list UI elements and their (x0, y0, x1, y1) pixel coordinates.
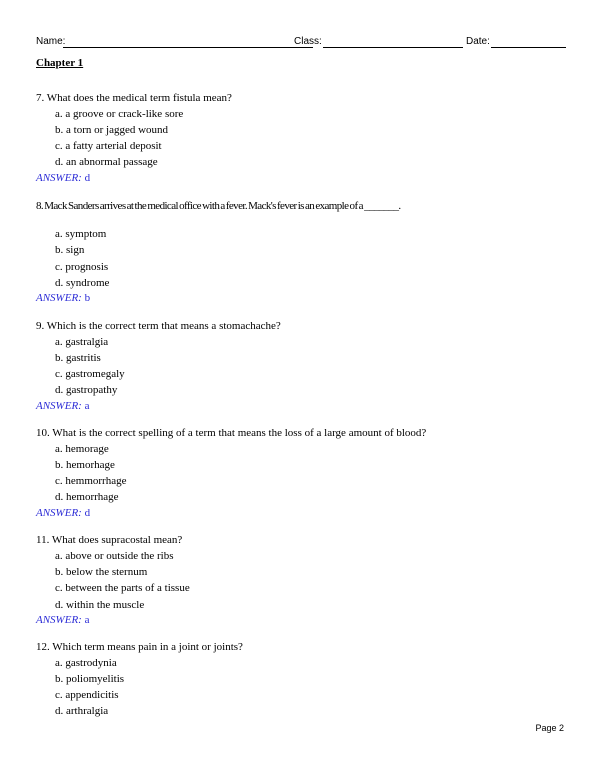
answer-label: ANSWER: (36, 400, 82, 412)
question-stem: 10. What is the correct spelling of a term that means the loss of a large amount of blood? (36, 427, 427, 439)
answer-option: a. above or outside the ribs (55, 550, 174, 562)
page-number: Page 2 (535, 723, 564, 733)
answer-option: b. poliomyelitis (55, 673, 125, 685)
answer-option: c. prognosis (55, 261, 109, 273)
question-stem: 8. Mack Sanders arrives at the medical office with a fever. Mack's fever is an example of a _______. (36, 200, 401, 212)
answer-option: b. sign (55, 244, 85, 256)
answer-option: d. within the muscle (55, 599, 145, 611)
answer-label: ANSWER: (36, 292, 82, 304)
class-label: Class: (294, 36, 322, 47)
answer-option: b. a torn or jagged wound (55, 124, 169, 136)
answer-option: d. an abnormal passage (55, 156, 158, 168)
answer-option: b. below the sternum (55, 566, 148, 578)
answer-key (36, 614, 89, 626)
answer-option: c. appendicitis (55, 689, 119, 701)
answer-option: c. a fatty arterial deposit (55, 140, 162, 152)
answer-key (36, 172, 90, 184)
answer-key (36, 400, 89, 412)
answer-option: b. gastritis (55, 352, 101, 364)
answer-option: d. syndrome (55, 277, 110, 289)
answer-label: ANSWER: (36, 172, 82, 184)
answer-value: d (84, 172, 91, 184)
answer-label: ANSWER: (36, 507, 82, 519)
answer-option: a. a groove or crack-like sore (55, 108, 184, 120)
answer-value: a (84, 614, 90, 626)
name-blank-line (63, 47, 313, 48)
answer-label: ANSWER: (36, 614, 82, 626)
answer-option: a. gastrodynia (55, 657, 117, 669)
answer-key (36, 507, 90, 519)
answer-option: c. between the parts of a tissue (55, 582, 190, 594)
answer-option: a. symptom (55, 228, 107, 240)
question-stem: 11. What does supracostal mean? (36, 534, 183, 546)
answer-option: a. hemorage (55, 443, 109, 455)
class-blank-line (323, 47, 463, 48)
answer-value: a (84, 400, 90, 412)
question-stem: 7. What does the medical term fistula mean? (36, 92, 232, 104)
answer-option: a. gastralgia (55, 336, 109, 348)
answer-value: d (84, 507, 91, 519)
date-blank-line (491, 47, 566, 48)
answer-value: b (84, 292, 91, 304)
answer-option: d. gastropathy (55, 384, 118, 396)
answer-key (36, 292, 90, 304)
student-info-header (36, 36, 566, 50)
chapter-heading: Chapter 1 (36, 57, 84, 69)
date-label: Date: (466, 36, 490, 47)
question-stem: 9. Which is the correct term that means a stomachache? (36, 320, 281, 332)
answer-option: b. hemorhage (55, 459, 115, 471)
answer-option: d. hemorrhage (55, 491, 119, 503)
question-stem: 12. Which term means pain in a joint or joints? (36, 641, 243, 653)
answer-option: c. gastromegaly (55, 368, 125, 380)
name-label: Name: (36, 36, 66, 47)
answer-option: d. arthralgia (55, 705, 109, 717)
answer-option: c. hemmorrhage (55, 475, 127, 487)
